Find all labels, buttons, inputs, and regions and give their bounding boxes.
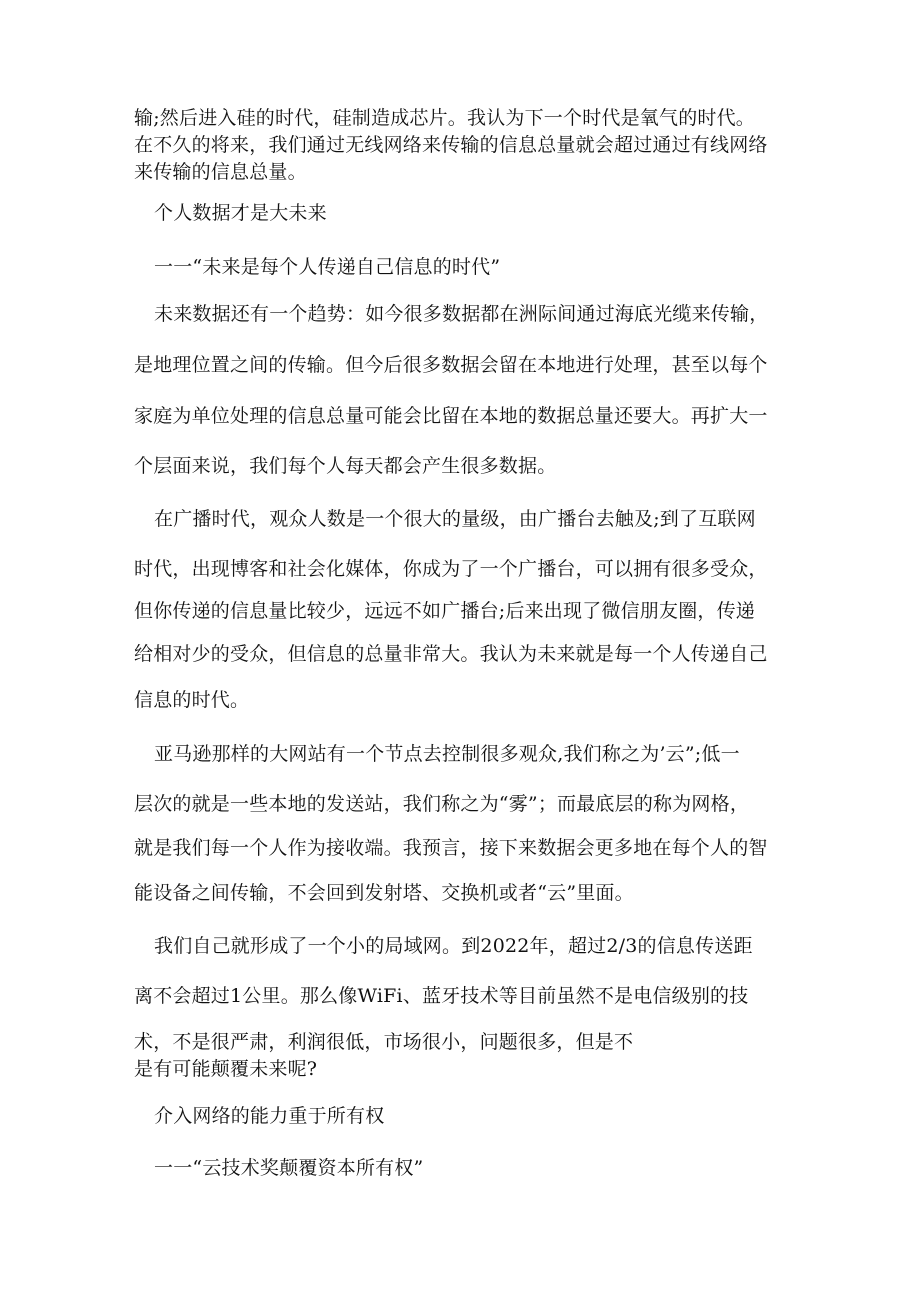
- text-line: 离不会超过1公里。那么像WiFi、蓝牙技术等目前虽然不是电信级别的技: [134, 985, 749, 1007]
- section-subheading: 一一“云技术奖颠覆资本所有权”: [154, 1157, 424, 1179]
- text-line: 在不久的将来，我们通过无线网络来传输的信息总量就会超过通过有线网络: [134, 134, 768, 156]
- text-line: 时代，出现博客和社会化媒体，你成为了一个广播台，可以拥有很多受众，: [134, 558, 768, 580]
- text-line: 输;然后进入硅的时代，硅制造成芯片。我认为下一个时代是氧气的时代。: [134, 107, 756, 129]
- text-line: 是有可能颠覆未来呢?: [134, 1058, 318, 1080]
- text-line: 术，不是很严肃，利润很低，市场很小，问题很多，但是不: [134, 1031, 634, 1053]
- section-heading: 个人数据才是大未来: [154, 202, 327, 224]
- text-line: 我们自己就形成了一个小的局域网。到2022年，超过2/3的信息传送距: [154, 935, 753, 957]
- text-line: 来传输的信息总量。: [134, 161, 307, 183]
- text-line: 家庭为单位处理的信息总量可能会比留在本地的数据总量还要大。再扩大一: [134, 405, 768, 427]
- text-line: 层次的就是一些本地的发送站，我们称之为“雾”；而最底层的称为网格，: [134, 793, 750, 815]
- text-line: 在广播时代，观众人数是一个很大的量级，由广播台去触及;到了互联网: [154, 508, 756, 530]
- text-line: 就是我们每一个人作为接收端。我预言，接下来数据会更多地在每个人的智: [134, 837, 768, 859]
- text-line: 未来数据还有一个趋势：如今很多数据都在洲际间通过海底光缆来传输，: [154, 303, 769, 325]
- text-line: 是地理位置之间的传输。但今后很多数据会留在本地进行处理，甚至以每个: [134, 354, 768, 376]
- text-line: 能设备之间传输，不会回到发射塔、交换机或者“云”里面。: [134, 882, 634, 904]
- text-line: 给相对少的受众，但信息的总量非常大。我认为未来就是每一个人传递自己: [134, 643, 768, 665]
- section-heading: 介入网络的能力重于所有权: [154, 1105, 385, 1127]
- text-line: 个层面来说，我们每个人每天都会产生很多数据。: [134, 455, 557, 477]
- text-line: 但你传递的信息量比较少，远远不如广播台;后来出现了微信朋友圈，传递: [134, 600, 756, 622]
- section-subheading: 一一“未来是每个人传递自己信息的时代”: [154, 256, 501, 278]
- text-line: 信息的时代。: [134, 689, 250, 711]
- text-line: 亚马逊那样的大网站有一个节点去控制很多观众,我们称之为’云”;低一: [154, 743, 740, 765]
